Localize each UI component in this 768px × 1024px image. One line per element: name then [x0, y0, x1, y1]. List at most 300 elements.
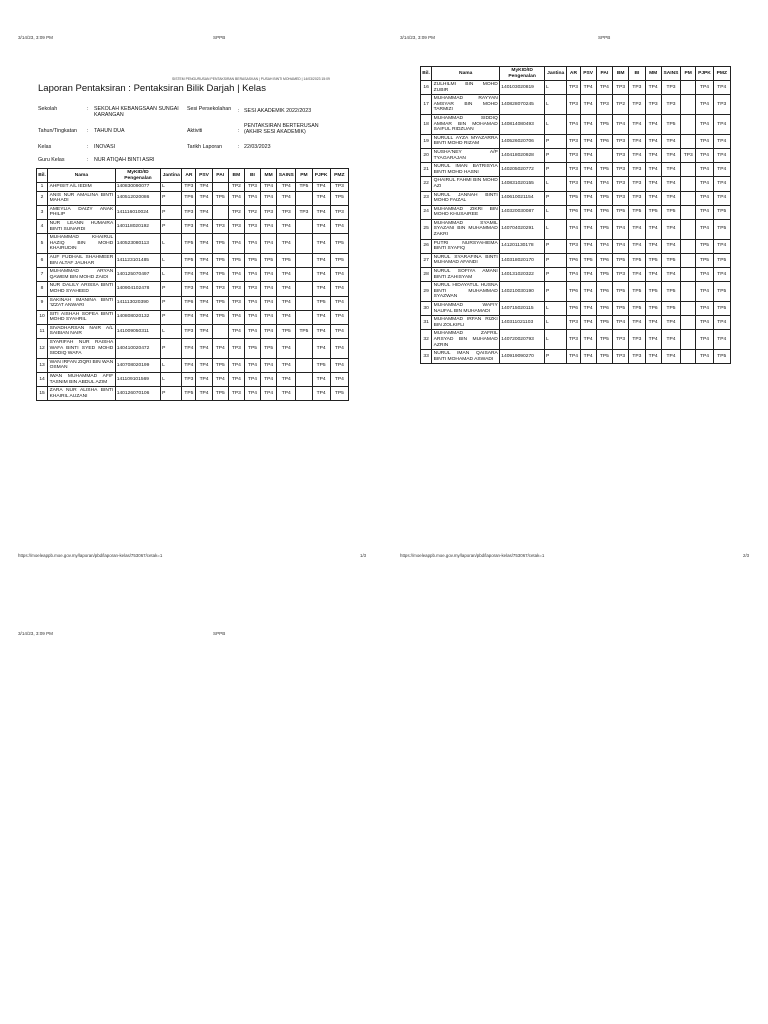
cell-nama: NURUL IMAN BATRISYIA BINTI MOHD HASNI	[432, 163, 500, 177]
cell-pai: TP5	[596, 268, 612, 282]
cell-pmz: TP3	[713, 95, 730, 115]
table-row	[37, 183, 349, 192]
cell-nama: NURUL IMAN QAISARA BINTI MOHAMAD ASWADI	[432, 350, 500, 364]
cell-mm: TP4	[645, 268, 661, 282]
cell-jantina: L	[161, 358, 182, 372]
cell-pmz: TP4	[330, 339, 348, 359]
cell-ar: TP4	[182, 310, 196, 324]
col-header-jantina: Jantina	[161, 169, 182, 183]
cell-pjpk: TP4	[312, 373, 330, 387]
cell-pmz: TP4	[713, 163, 730, 177]
cell-sains: TP3	[277, 205, 296, 219]
cell-jantina: P	[161, 387, 182, 401]
cell-sains: TP4	[277, 183, 296, 192]
cell-ar: TP5	[182, 387, 196, 401]
cell-nama: NURUL HIDAYATUL HUSNA BINTI MUHAMMAD SYAZWAN	[432, 282, 500, 302]
cell-sains: TP4	[661, 219, 680, 239]
cell-pm	[681, 330, 696, 350]
cell-bi: TP5	[244, 253, 260, 267]
cell-jantina: P	[544, 253, 566, 267]
cell-mm: TP4	[645, 330, 661, 350]
col-header-mykid: MyKID/ID Pengenalan	[500, 67, 545, 81]
cell-nama: NUSHA'NEY A/P TYAGARAJAN	[432, 148, 500, 162]
cell-pjpk: TP4	[696, 81, 713, 95]
cell-bi: TP4	[629, 239, 645, 253]
cell-bi: TP4	[244, 296, 260, 310]
cell-bil: 12	[37, 339, 48, 359]
cell-mm: TP4	[645, 148, 661, 162]
cell-mykid: 140720020793	[500, 330, 545, 350]
col-header-pm: PM	[296, 169, 312, 183]
cell-psv: TP5	[580, 253, 596, 267]
table-row	[37, 324, 349, 338]
cell-psv: TP4	[580, 134, 596, 148]
cell-nama: PUTRI NURSYAHIEMA BINTI SYAFIQ	[432, 239, 500, 253]
cell-mykid: 140704020291	[500, 219, 545, 239]
cell-pjpk: TP4	[696, 350, 713, 364]
cell-mm: TP4	[645, 163, 661, 177]
cell-mm: TP4	[261, 373, 277, 387]
cell-ar: TP3	[182, 205, 196, 219]
cell-nama: MUHAMMAD WAFIY NAUFAL BIN MUHAMADI	[432, 302, 500, 316]
cell-psv: TP4	[580, 239, 596, 253]
cell-ar: TP3	[567, 148, 580, 162]
cell-pjpk: TP4	[696, 205, 713, 219]
cell-psv: TP4	[580, 268, 596, 282]
cell-pm	[296, 219, 312, 233]
cell-pai: TP3	[596, 95, 612, 115]
cell-mykid: 140318020170	[500, 253, 545, 267]
cell-pjpk: TP4	[696, 114, 713, 134]
table-row	[421, 95, 731, 115]
cell-psv: TP4	[196, 373, 212, 387]
cell-mykid: 140904102478	[115, 282, 160, 296]
cell-psv: TP4	[196, 253, 212, 267]
cell-mm: TP4	[261, 268, 277, 282]
cell-jantina: P	[544, 148, 566, 162]
col-header-nama: Nama	[432, 67, 500, 81]
cell-pjpk: TP4	[312, 282, 330, 296]
page3-title: SPPB	[213, 631, 226, 636]
cell-nama: SAKINAH IMANINA BINTI 'IZZAT ANWARI	[48, 296, 116, 310]
cell-mm: TP4	[645, 134, 661, 148]
col-header-sains: SAINS	[277, 169, 296, 183]
cell-bi: TP3	[629, 163, 645, 177]
cell-mm: TP4	[261, 234, 277, 254]
cell-mm: TP4	[645, 81, 661, 95]
cell-bil: 22	[421, 177, 432, 191]
cell-pjpk: TP4	[696, 268, 713, 282]
cell-mykid: 140126070106	[115, 387, 160, 401]
table-row	[421, 191, 731, 205]
cell-ar: TP3	[182, 373, 196, 387]
cell-pm	[681, 205, 696, 219]
cell-bi: TP3	[629, 350, 645, 364]
cell-pai: TP3	[212, 219, 228, 233]
cell-jantina: L	[161, 183, 182, 192]
cell-psv: TP4	[196, 358, 212, 372]
cell-nama: SYARIFAH NUR RAISHA WAFA BINTI SYED MOHD SIDDIQ WAFA	[48, 339, 116, 359]
cell-ar: TP6	[567, 205, 580, 219]
cell-mykid: 140103020819	[500, 81, 545, 95]
cell-psv: TP4	[580, 350, 596, 364]
cell-mm: TP5	[645, 205, 661, 219]
cell-bm: TP3	[613, 163, 629, 177]
cell-bi: TP4	[244, 310, 260, 324]
cell-bil: 33	[421, 350, 432, 364]
table-row	[421, 134, 731, 148]
cell-bil: 10	[37, 310, 48, 324]
cell-ar: TP4	[182, 339, 196, 359]
cell-bi: TP4	[629, 268, 645, 282]
cell-psv: TP4	[580, 219, 596, 239]
cell-pm	[681, 268, 696, 282]
col-header-bil: Bil.	[37, 169, 48, 183]
cell-jantina: L	[544, 316, 566, 330]
cell-pjpk: TP4	[696, 177, 713, 191]
table-row	[37, 358, 349, 372]
cell-pmz: TP4	[713, 268, 730, 282]
col-header-pai: PAI	[596, 67, 612, 81]
cell-pm	[296, 282, 312, 296]
tahun-value: TAHUN DUA	[94, 128, 125, 134]
print-title-left: SPPB	[213, 35, 226, 40]
table-row	[421, 148, 731, 162]
cell-pmz: TP4	[330, 282, 348, 296]
cell-sains: TP4	[661, 330, 680, 350]
cell-mykid: 140610021154	[500, 191, 545, 205]
footer-url-left[interactable]: https://moeleappb.moe.gov.my/laporan/pbd/laporan-kelas/753067/cetak=1	[18, 553, 163, 558]
cell-bi: TP3	[244, 183, 260, 192]
cell-bi: TP3	[629, 81, 645, 95]
cell-bi: TP2	[244, 205, 260, 219]
cell-nama: MUHAMMAD ARYAN QAWEM BIN MOHD ZAIDI	[48, 268, 116, 282]
cell-jantina: L	[544, 177, 566, 191]
table-row	[37, 205, 349, 219]
cell-pjpk: TP4	[312, 191, 330, 205]
cell-pmz: TP4	[330, 310, 348, 324]
cell-pmz: TP4	[713, 316, 730, 330]
cell-psv: TP4	[196, 234, 212, 254]
cell-pai: TP5	[212, 358, 228, 372]
cell-bil: 11	[37, 324, 48, 338]
cell-pm	[681, 177, 696, 191]
cell-pjpk: TP4	[696, 219, 713, 239]
cell-bm: TP3	[228, 296, 244, 310]
cell-ar: TP3	[567, 134, 580, 148]
cell-bm: TP3	[613, 350, 629, 364]
cell-pai: TP5	[212, 387, 228, 401]
table-row	[37, 268, 349, 282]
cell-pjpk: TP4	[312, 387, 330, 401]
cell-pm	[296, 234, 312, 254]
cell-sains: TP5	[661, 282, 680, 302]
cell-pjpk: TP4	[312, 205, 330, 219]
cell-pmz: TP3	[330, 205, 348, 219]
col-header-pjpk: PJPK	[696, 67, 713, 81]
cell-psv: TP4	[196, 296, 212, 310]
table-row	[37, 219, 349, 233]
cell-nama: NURULL AYZA MYAZARRA BINTI MOHD RIZAM	[432, 134, 500, 148]
cell-bil: 20	[421, 148, 432, 162]
cell-bm: TP3	[613, 148, 629, 162]
cell-jantina: L	[544, 219, 566, 239]
cell-mykid: 140131020322	[500, 268, 545, 282]
cell-pjpk: TP4	[696, 148, 713, 162]
table-row	[37, 339, 349, 359]
table-row	[421, 268, 731, 282]
table-row	[37, 282, 349, 296]
cell-mykid: 140830090077	[115, 183, 160, 192]
cell-bil: 18	[421, 114, 432, 134]
cell-pjpk: TP5	[696, 239, 713, 253]
cell-bm: TP4	[228, 234, 244, 254]
cell-mykid: 140512020086	[115, 191, 160, 205]
cell-nama: MUHAMMAD SIDDIQ AMMAR BIN MOHAMAD SAIFUL RIDZUAN	[432, 114, 500, 134]
cell-pai: TP4	[596, 177, 612, 191]
cell-pm	[681, 350, 696, 364]
cell-nama: SIVADHARSAN NAIR A/L SAIBIAN NAIR	[48, 324, 116, 338]
cell-sains: TP4	[661, 177, 680, 191]
print-title-right: SPPB	[598, 35, 611, 40]
cell-mm: TP4	[261, 358, 277, 372]
cell-mm: TP5	[645, 282, 661, 302]
cell-pm	[681, 316, 696, 330]
cell-jantina: P	[544, 350, 566, 364]
cell-ar: TP4	[567, 219, 580, 239]
aktiviti-value: PENTAKSIRAN BERTERUSAN (AKHIR SESI AKADEMIK)	[244, 123, 319, 136]
cell-nama: IWAN MUHAMMAD AFIF TASNIM BIN ABDUL AZIM	[48, 373, 116, 387]
cell-sains: TP4	[661, 350, 680, 364]
cell-jantina: P	[544, 239, 566, 253]
cell-sains: TP4	[277, 282, 296, 296]
cell-ar: TP5	[182, 234, 196, 254]
cell-bil: 26	[421, 239, 432, 253]
cell-pai: TP5	[596, 316, 612, 330]
cell-psv: TP4	[580, 316, 596, 330]
cell-bm: TP3	[228, 339, 244, 359]
cell-ar: TP5	[567, 191, 580, 205]
cell-pai: TP5	[212, 253, 228, 267]
report-meta	[38, 106, 348, 166]
cell-bm: TP3	[228, 282, 244, 296]
cell-mykid: 141113020390	[115, 296, 160, 310]
cell-jantina: L	[544, 114, 566, 134]
col-header-pm: PM	[681, 67, 696, 81]
cell-mykid: 140919090270	[500, 350, 545, 364]
cell-jantina: P	[161, 296, 182, 310]
cell-pjpk: TP4	[696, 95, 713, 115]
cell-pm: TP5	[296, 324, 312, 338]
table-row	[37, 191, 349, 205]
col-header-pjpk: PJPK	[312, 169, 330, 183]
cell-psv: TP4	[580, 205, 596, 219]
cell-bm: TP4	[228, 324, 244, 338]
cell-bi: TP4	[244, 234, 260, 254]
cell-mykid: 140320030087	[500, 205, 545, 219]
cell-bm: TP3	[228, 219, 244, 233]
cell-jantina: P	[544, 134, 566, 148]
cell-pai: TP5	[596, 163, 612, 177]
cell-mm: TP3	[261, 205, 277, 219]
cell-bi: TP4	[244, 387, 260, 401]
student-table-page2	[420, 66, 731, 364]
cell-bil: 4	[37, 219, 48, 233]
cell-jantina: P	[161, 191, 182, 205]
cell-pai	[596, 148, 612, 162]
cell-psv: TP4	[196, 282, 212, 296]
cell-ar: TP6	[182, 296, 196, 310]
cell-bi: TP5	[629, 282, 645, 302]
cell-ar: TP4	[567, 268, 580, 282]
cell-pmz: TP3	[330, 183, 348, 192]
col-header-bi: BI	[629, 67, 645, 81]
cell-mykid: 140418020928	[500, 148, 545, 162]
cell-mykid: 140708020199	[115, 358, 160, 372]
col-header-pai: PAI	[212, 169, 228, 183]
table-row	[421, 114, 731, 134]
cell-pmz: TP5	[713, 219, 730, 239]
cell-psv: TP4	[196, 324, 212, 338]
cell-bm: TP3	[613, 330, 629, 350]
cell-pmz: TP4	[713, 148, 730, 162]
cell-sains: TP5	[661, 253, 680, 267]
cell-sains: TP5	[661, 205, 680, 219]
cell-mm: TP4	[645, 114, 661, 134]
cell-mm: TP4	[645, 350, 661, 364]
cell-psv: TP4	[580, 95, 596, 115]
colon: :	[87, 144, 89, 150]
cell-nama: MUHAMMAD RAYYAN AMSYAR BIN MOHD TARMIZI	[432, 95, 500, 115]
cell-pjpk: TP4	[696, 134, 713, 148]
cell-mykid: 141116010024	[115, 205, 160, 219]
col-header-mykid: MyKID/ID Pengenalan	[115, 169, 160, 183]
cell-jantina: P	[161, 219, 182, 233]
cell-bi: TP2	[629, 95, 645, 115]
cell-sains: TP4	[277, 296, 296, 310]
print-date-right: 3/14/23, 3:09 PM	[400, 35, 435, 40]
table-row	[421, 282, 731, 302]
cell-pmz: TP4	[713, 239, 730, 253]
cell-pm	[296, 358, 312, 372]
student-table-page1	[36, 168, 349, 401]
cell-nama: AHPISIT A/L IEDIM	[48, 183, 116, 192]
cell-pm	[681, 219, 696, 239]
cell-sains: TP4	[661, 239, 680, 253]
cell-jantina: L	[544, 205, 566, 219]
cell-ar: TP6	[567, 282, 580, 302]
cell-jantina: P	[161, 310, 182, 324]
cell-pjpk: TP4	[696, 282, 713, 302]
cell-pjpk: TP5	[312, 296, 330, 310]
cell-bm: TP4	[613, 316, 629, 330]
table-row	[421, 239, 731, 253]
cell-mykid: 140210030190	[500, 282, 545, 302]
cell-nama: QHAIRUL FAHMI BIN MOHD AZI	[432, 177, 500, 191]
cell-bm: TP4	[613, 239, 629, 253]
cell-pmz: TP4	[713, 177, 730, 191]
cell-sains: TP4	[277, 191, 296, 205]
cell-nama: MUHAMMAD ZAFRIL ARSYAD BIN MUHAMAD AZRIN	[432, 330, 500, 350]
cell-pai: TP5	[212, 296, 228, 310]
cell-pmz: TP4	[330, 296, 348, 310]
footer-url-right[interactable]: https://moeleappb.moe.gov.my/laporan/pbd/laporan-kelas/753067/cetak=1	[400, 553, 545, 558]
cell-pmz: TP4	[330, 324, 348, 338]
table-row	[37, 310, 349, 324]
cell-sains: TP4	[661, 148, 680, 162]
cell-bil: 30	[421, 302, 432, 316]
cell-pm	[296, 296, 312, 310]
cell-pjpk: TP4	[312, 324, 330, 338]
cell-bm: TP5	[613, 205, 629, 219]
cell-bil: 7	[37, 268, 48, 282]
cell-sains: TP4	[277, 373, 296, 387]
cell-bil: 15	[37, 387, 48, 401]
colon: :	[238, 128, 240, 134]
cell-pjpk: TP4	[312, 219, 330, 233]
cell-bi: TP3	[629, 177, 645, 191]
sekolah-label: Sekolah	[38, 106, 58, 112]
cell-psv: TP4	[580, 148, 596, 162]
cell-mykid: 140715020115	[500, 302, 545, 316]
cell-sains: TP5	[277, 324, 296, 338]
cell-bil: 2	[37, 191, 48, 205]
cell-ar: TP3	[182, 282, 196, 296]
cell-ar: TP4	[182, 268, 196, 282]
cell-bil: 29	[421, 282, 432, 302]
cell-psv: TP4	[580, 177, 596, 191]
cell-pmz: TP4	[713, 114, 730, 134]
cell-bm: TP3	[613, 191, 629, 205]
cell-nama: WAN IRFAN ZIQRI BIN WAN OSMAN	[48, 358, 116, 372]
table-row	[421, 205, 731, 219]
footer-page-left: 1/3	[360, 553, 367, 558]
cell-ar: TP3	[182, 219, 196, 233]
cell-pjpk: TP4	[696, 163, 713, 177]
cell-mykid: 140814080493	[500, 114, 545, 134]
cell-bil: 9	[37, 296, 48, 310]
cell-pm	[296, 310, 312, 324]
cell-pm	[296, 387, 312, 401]
system-tag: SISTEM PENGURUSAN PENTAKSIRAN BERASASKAN | PUSAH BINTI MOHAMED | 14/03/2023 15:09	[172, 77, 330, 81]
cell-mm: TP4	[261, 324, 277, 338]
col-header-jantina: Jantina	[544, 67, 566, 81]
cell-mm: TP5	[261, 339, 277, 359]
cell-sains: TP4	[661, 191, 680, 205]
table-row	[421, 219, 731, 239]
cell-mykid: 141009050311	[115, 324, 160, 338]
cell-sains: TP3	[661, 81, 680, 95]
cell-sains: TP5	[277, 253, 296, 267]
cell-pm	[681, 191, 696, 205]
cell-mm: TP5	[261, 253, 277, 267]
table-row	[421, 302, 731, 316]
cell-bm: TP4	[613, 219, 629, 239]
cell-sains: TP4	[277, 358, 296, 372]
cell-pm	[296, 253, 312, 267]
cell-mm: TP4	[261, 183, 277, 192]
cell-bi: TP3	[629, 330, 645, 350]
col-header-mm: MM	[261, 169, 277, 183]
cell-nama: NUR DALILY ARISSA BINTI MOHD SYAHEED	[48, 282, 116, 296]
cell-mm: TP4	[261, 310, 277, 324]
cell-pjpk: TP4	[312, 183, 330, 192]
kelas-value: INOVASI	[94, 144, 116, 150]
table-row	[421, 316, 731, 330]
cell-mykid: 140125070497	[115, 268, 160, 282]
cell-ar: TP3	[567, 163, 580, 177]
cell-psv: TP4	[580, 163, 596, 177]
